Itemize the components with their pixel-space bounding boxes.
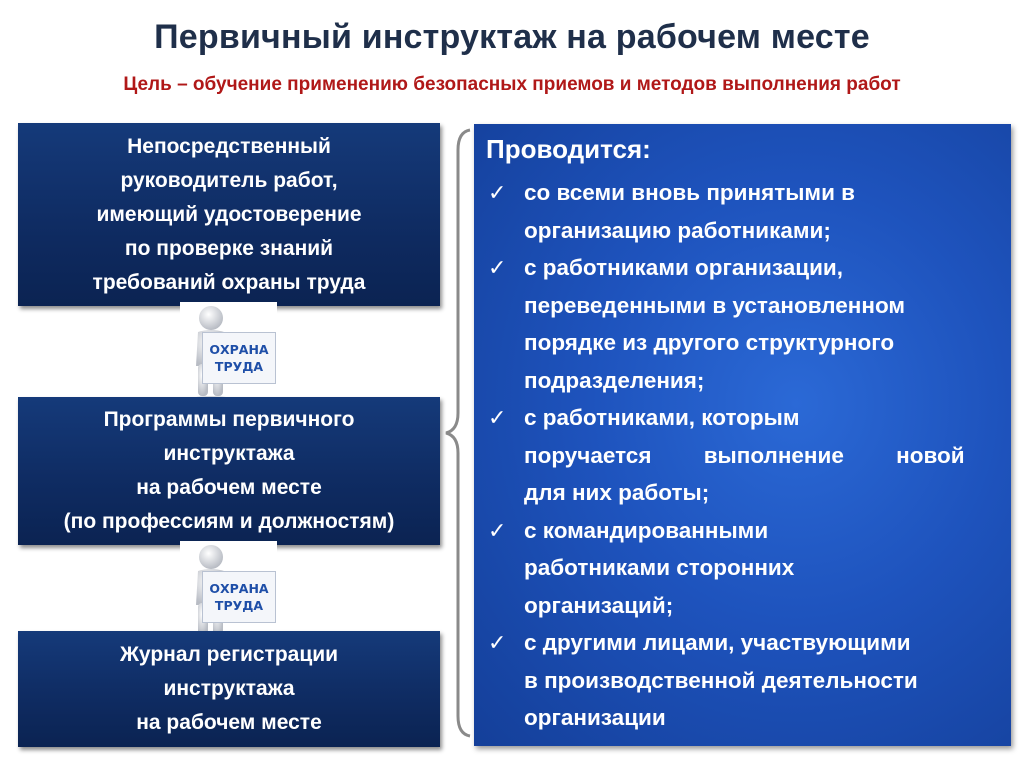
box-line: инструктажа [163, 442, 295, 465]
item-line: порядке из другого структурного [524, 330, 895, 355]
sign-line: ОХРАНА [209, 581, 269, 596]
list-item [486, 249, 1006, 399]
item-line: с другими лицами, участвующими [524, 630, 911, 655]
checkmark-icon: ✓ [488, 517, 507, 543]
box-line: Журнал регистрации [119, 643, 339, 666]
program-box [18, 397, 440, 545]
box-line: по проверке знаний [124, 236, 334, 260]
box-line: на рабочем месте [136, 476, 322, 499]
journal-box [18, 631, 440, 747]
checkmark-icon: ✓ [488, 630, 507, 655]
list-item [486, 399, 1006, 512]
checkmark-icon: ✓ [488, 405, 507, 430]
box-line: имеющий удостоверение [96, 202, 362, 226]
item-line: в производственной деятельности [524, 667, 918, 693]
sign-line: ТРУДА [214, 359, 264, 374]
box-line: на рабочем месте [136, 711, 322, 734]
page-subtitle: Цель – обучение применению безопасных приемов и методов выполнения работ [123, 74, 901, 95]
item-line: организации [524, 705, 666, 730]
list-item [486, 174, 1006, 249]
item-line: переведенными в установленном [524, 292, 906, 318]
safety-sign [202, 332, 276, 384]
checkmark-icon: ✓ [488, 180, 507, 205]
item-line: с работниками, которым [524, 405, 800, 430]
safety-figure-illustration [180, 541, 277, 641]
checkmark-icon: ✓ [488, 255, 507, 280]
list-item [486, 624, 1006, 737]
item-line: организаций; [524, 592, 674, 618]
safety-sign [202, 571, 276, 623]
item-line: поручается выполнение новой [524, 442, 965, 468]
curly-brace-icon [440, 128, 474, 738]
box-line: требований охраны труда [92, 270, 366, 294]
item-line: подразделения; [524, 367, 705, 393]
sign-line: ТРУДА [214, 598, 264, 613]
panel-heading: Проводится: [486, 134, 651, 164]
sign-line: ОХРАНА [209, 342, 269, 357]
item-line: с командированными [524, 517, 769, 543]
list-item [486, 512, 1006, 625]
item-line: со всеми вновь принятыми в [524, 180, 855, 205]
instructor-box [18, 123, 440, 306]
safety-figure-illustration [180, 302, 277, 402]
page-title: Первичный инструктаж на рабочем месте [154, 18, 870, 56]
box-line: Программы первичного [103, 408, 355, 431]
box-line: руководитель работ, [120, 168, 338, 192]
item-line: работниками сторонних [524, 555, 795, 580]
conducted-panel [474, 124, 1011, 746]
box-line: Непосредственный [127, 134, 331, 158]
box-line: (по профессиям и должностям) [63, 510, 395, 533]
item-line: для них работы; [524, 480, 710, 505]
box-line: инструктажа [163, 677, 295, 700]
conducted-list [486, 174, 1006, 737]
item-line: с работниками организации, [524, 255, 843, 280]
item-line: организацию работниками; [524, 217, 831, 243]
